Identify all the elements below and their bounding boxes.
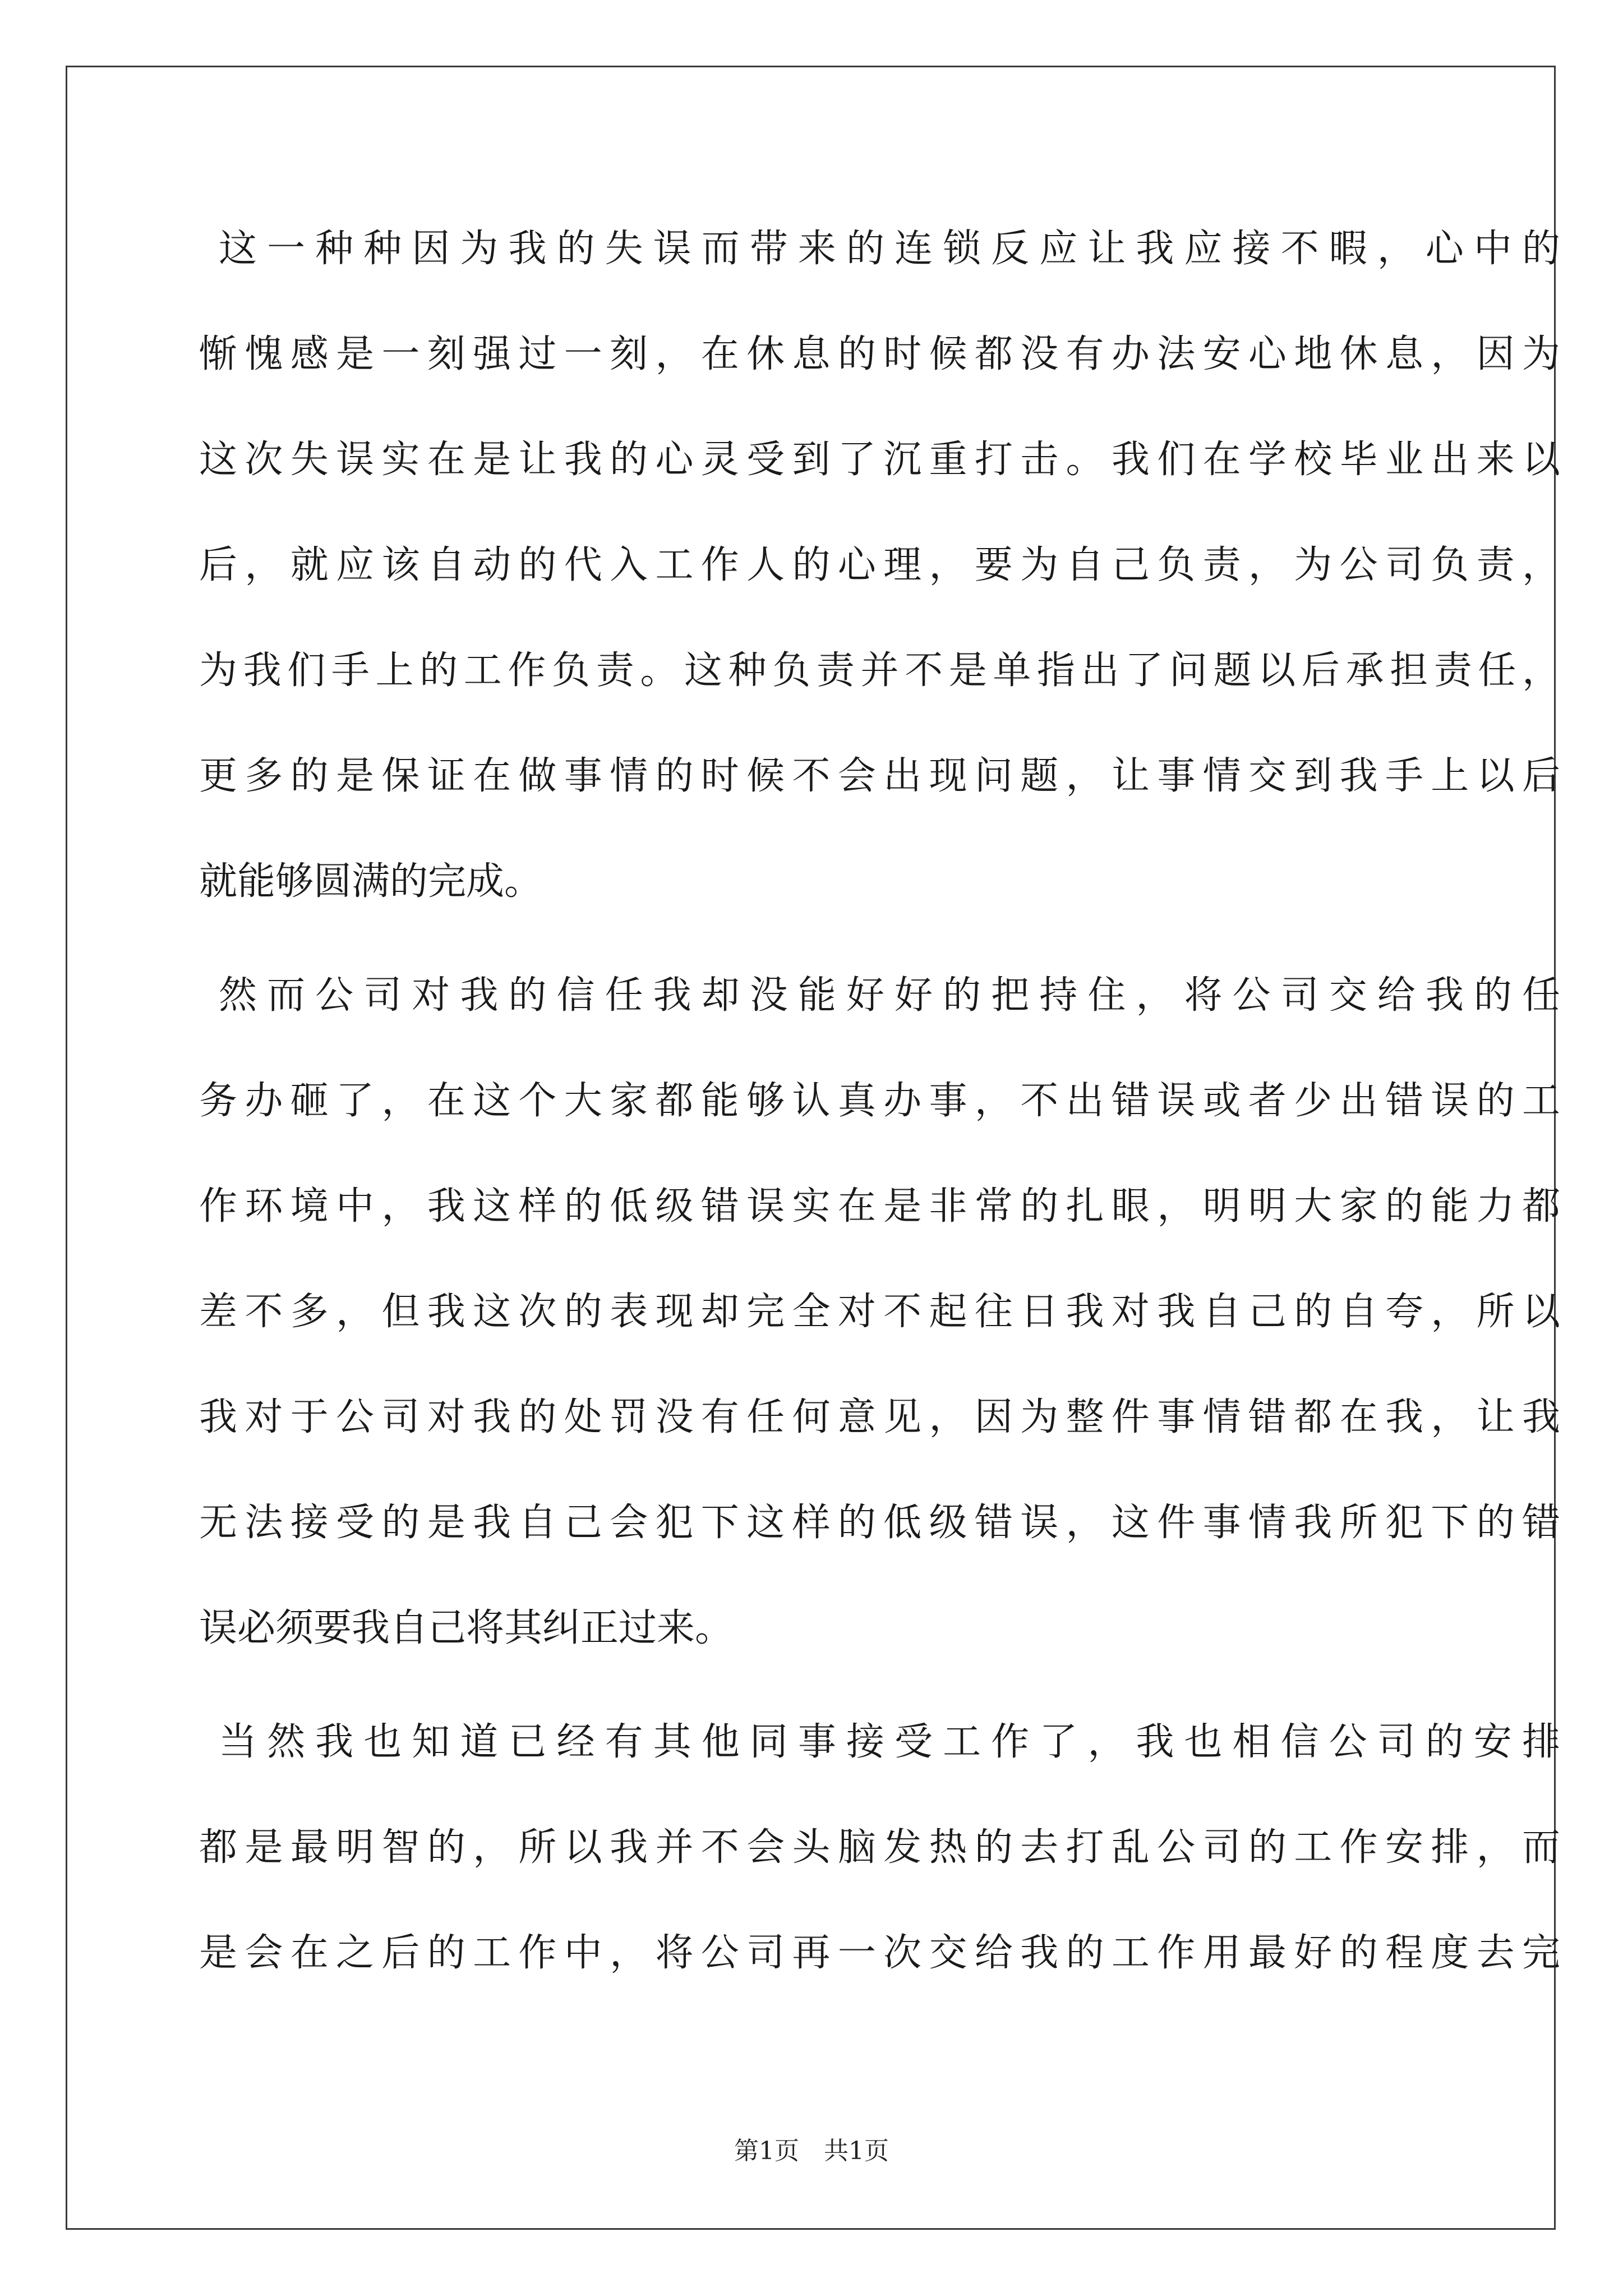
paragraph-2-line-7: 误必须要我自己将其纠正过来。: [199, 1606, 734, 1650]
paragraph-2-line-1: 然而公司对我的信任我却没能好好的把持住，将公司交给我的任: [219, 973, 1560, 1018]
paragraph-1-line-4: 后，就应该自动的代入工作人的心理，要为自己负责，为公司负责，: [199, 543, 1560, 587]
paragraph-3-line-1: 当然我也知道已经有其他同事接受工作了，我也相信公司的安排: [219, 1720, 1560, 1764]
paragraph-2-line-5: 我对于公司对我的处罚没有任何意见，因为整件事情错都在我，让我: [199, 1395, 1560, 1439]
paragraph-3-line-3: 是会在之后的工作中，将公司再一次交给我的工作用最好的程度去完: [199, 1931, 1560, 1975]
paragraph-1-line-1: 这一种种因为我的失误而带来的连锁反应让我应接不暇，心中的: [219, 227, 1560, 271]
page-number-footer: 第1页 共1页: [734, 2137, 889, 2165]
paragraph-1-line-5: 为我们手上的工作负责。这种负责并不是单指出了问题以后承担责任，: [199, 648, 1560, 693]
paragraph-2-line-3: 作环境中，我这样的低级错误实在是非常的扎眼，明明大家的能力都: [199, 1184, 1560, 1228]
paragraph-1-line-6: 更多的是保证在做事情的时候不会出现问题，让事情交到我手上以后: [199, 754, 1560, 798]
page-border: [66, 66, 1556, 2230]
paragraph-2-line-6: 无法接受的是我自己会犯下这样的低级错误，这件事情我所犯下的错: [199, 1501, 1560, 1545]
paragraph-1-line-3: 这次失误实在是让我的心灵受到了沉重打击。我们在学校毕业出来以: [199, 438, 1560, 482]
paragraph-1-line-2: 惭愧感是一刻强过一刻，在休息的时候都没有办法安心地休息，因为: [199, 332, 1560, 376]
paragraph-3-line-2: 都是最明智的，所以我并不会头脑发热的去打乱公司的工作安排，而: [199, 1825, 1560, 1870]
paragraph-1-line-7: 就能够圆满的完成。: [199, 859, 543, 904]
paragraph-2-line-4: 差不多，但我这次的表现却完全对不起往日我对我自己的自夸，所以: [199, 1290, 1560, 1334]
paragraph-2-line-2: 务办砸了，在这个大家都能够认真办事，不出错误或者少出错误的工: [199, 1079, 1560, 1123]
